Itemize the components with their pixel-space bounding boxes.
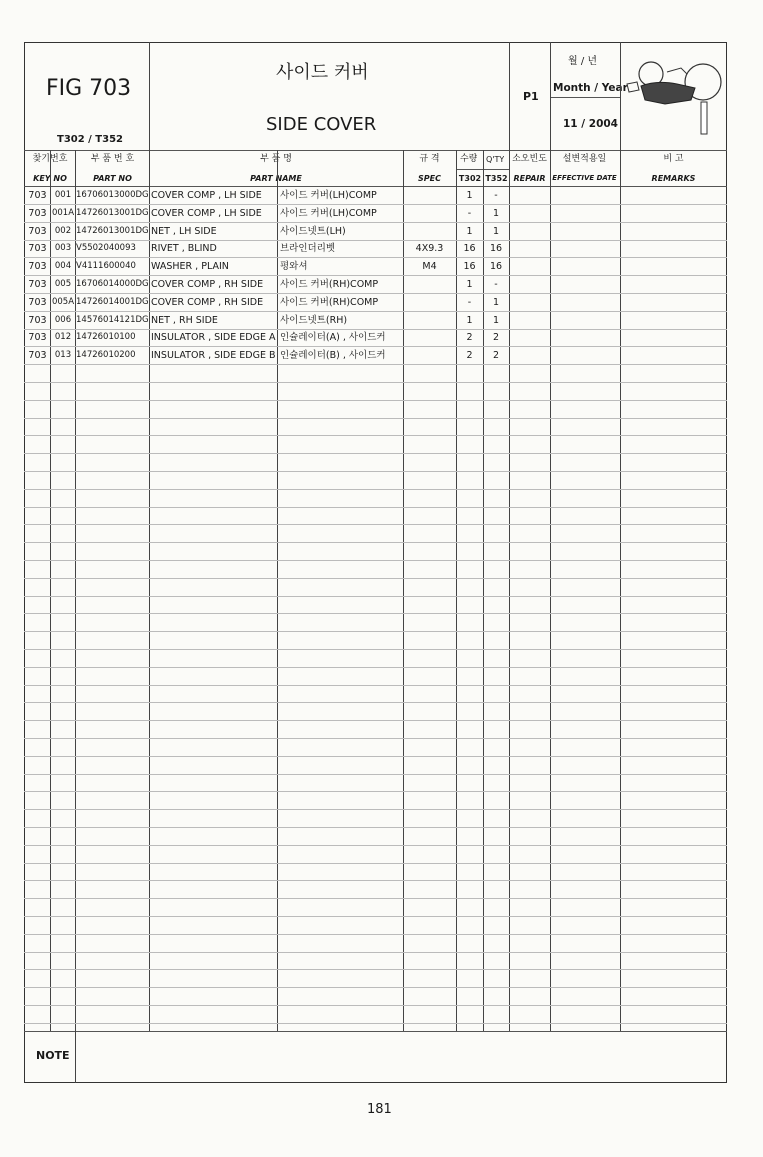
- row-part-name-ko: 사이드 커버(RH)COMP: [280, 279, 379, 290]
- grid-line: [24, 1005, 727, 1006]
- header-part-no: PART NO: [93, 174, 132, 183]
- header-effective-date-ko: 설변적용일: [562, 154, 607, 164]
- header-spec-ko: 규 격: [419, 154, 440, 164]
- header-effective-date: EFFECTIVE DATE: [552, 174, 617, 182]
- row-part-name-ko: 인슐레이터(A) , 사이드커: [280, 332, 386, 344]
- row-part-number: V4111600040: [76, 261, 136, 272]
- grid-line: [24, 578, 727, 579]
- row-fig-number: 703: [28, 243, 47, 255]
- row-part-name-en: INSULATOR , SIDE EDGE B: [151, 350, 276, 362]
- side-cover-illustration: [621, 44, 726, 141]
- grid-line: [24, 934, 727, 935]
- row-part-number: 14576014121DG: [76, 314, 149, 325]
- month-year-label: Month / Year: [553, 82, 628, 94]
- row-part-name-en: COVER COMP , LH SIDE: [151, 190, 262, 201]
- row-qty-t352: 2: [492, 350, 500, 362]
- row-fig-number: 703: [28, 225, 47, 237]
- grid-line: [24, 702, 727, 703]
- row-key-number: 013: [54, 350, 72, 361]
- row-qty-t302: 1: [466, 279, 473, 290]
- row-qty-t302: 16: [463, 261, 476, 273]
- grid-line: [509, 42, 510, 150]
- header-part-no-ko: 부 품 번 호: [90, 154, 135, 164]
- row-qty-t302: 2: [466, 350, 473, 362]
- header-part-name: PART NAME: [250, 174, 302, 183]
- header-key-no-ko: 찾기번호: [32, 154, 68, 164]
- header-qty: Q'TY: [486, 155, 505, 164]
- grid-line: [24, 560, 727, 561]
- row-key-number: 012: [54, 332, 72, 343]
- row-part-number: 14726010200: [76, 350, 136, 361]
- month-year-korean: 월 / 년: [568, 56, 598, 67]
- grid-line: [24, 613, 727, 614]
- row-qty-t352: 1: [492, 296, 500, 308]
- grid-line: [24, 542, 727, 543]
- figure-number: FIG 703: [46, 76, 132, 101]
- grid-line: [24, 489, 727, 490]
- grid-line: [24, 471, 727, 472]
- row-qty-t302: -: [467, 296, 472, 308]
- row-key-number: 003: [54, 243, 72, 254]
- grid-line: [24, 880, 727, 881]
- grid-line: [24, 791, 727, 792]
- row-part-name-en: NET , RH SIDE: [151, 314, 218, 326]
- grid-line: [24, 827, 727, 828]
- row-part-name-ko: 사이드 커버(RH)COMP: [280, 296, 379, 308]
- grid-line: [24, 774, 727, 775]
- row-qty-t352: -: [494, 190, 498, 201]
- header-repair-ko: 소오빈도: [512, 154, 547, 164]
- row-part-name-ko: 사이드 커버(LH)COMP: [280, 207, 377, 219]
- grid-line: [24, 150, 727, 151]
- row-key-number: 001A: [51, 207, 75, 218]
- row-fig-number: 703: [28, 296, 47, 308]
- model-codes: T302 / T352: [57, 134, 124, 145]
- row-part-name-en: COVER COMP , LH SIDE: [151, 207, 262, 219]
- row-key-number: 002: [54, 225, 72, 236]
- row-qty-t302: 1: [466, 314, 473, 326]
- row-fig-number: 703: [28, 332, 47, 344]
- row-qty-t352: -: [494, 279, 498, 290]
- grid-line: [24, 524, 727, 525]
- grid-line: [24, 916, 727, 917]
- grid-line: [24, 631, 727, 632]
- grid-line: [24, 1023, 727, 1024]
- grid-line: [24, 364, 727, 365]
- header-qty-ko: 수량: [460, 154, 478, 164]
- row-part-name-ko: 사이드넷트(RH): [280, 314, 348, 326]
- row-part-name-en: RIVET , BLIND: [151, 243, 217, 255]
- row-qty-t302: 16: [463, 243, 476, 255]
- grid-line: [24, 738, 727, 739]
- row-qty-t302: 1: [466, 225, 473, 237]
- row-key-number: 005A: [51, 296, 75, 307]
- grid-line: [24, 596, 727, 597]
- title-korean: 사이드 커버: [276, 62, 369, 83]
- row-part-number: 16706014000DG: [76, 279, 149, 289]
- row-fig-number: 703: [28, 350, 47, 362]
- header-remarks: REMARKS: [651, 174, 696, 183]
- row-part-name-en: INSULATOR , SIDE EDGE A: [151, 332, 276, 344]
- row-qty-t352: 16: [489, 261, 503, 273]
- row-qty-t302: -: [467, 207, 472, 219]
- row-spec: M4: [422, 261, 437, 273]
- header-remarks-ko: 비 고: [663, 154, 684, 164]
- row-part-number: V5502040093: [76, 243, 136, 254]
- page-number: 181: [367, 1102, 392, 1117]
- grid-line: [24, 453, 727, 454]
- row-part-name-ko: 사이드넷트(LH): [280, 225, 346, 237]
- row-fig-number: 703: [28, 261, 47, 273]
- grid-line: [24, 845, 727, 846]
- row-part-name-ko: 사이드 커버(LH)COMP: [280, 190, 377, 201]
- header-repair: REPAIR: [513, 174, 546, 183]
- grid-line: [75, 1031, 76, 1083]
- row-fig-number: 703: [28, 207, 47, 219]
- grid-line: [24, 382, 727, 383]
- grid-line: [550, 97, 620, 98]
- grid-line: [24, 1031, 727, 1032]
- row-part-name-ko: 인슐레이터(B) , 사이드커: [280, 350, 386, 362]
- grid-line: [24, 987, 727, 988]
- row-key-number: 001: [54, 190, 72, 200]
- header-qty-t302: T302: [458, 174, 482, 183]
- row-key-number: 006: [54, 314, 72, 325]
- grid-line: [24, 418, 727, 419]
- row-qty-t302: 1: [466, 190, 473, 201]
- grid-line: [149, 42, 150, 150]
- grid-line: [24, 435, 727, 436]
- grid-line: [24, 720, 727, 721]
- row-part-name-en: NET , LH SIDE: [151, 225, 217, 237]
- page-code: P1: [523, 90, 539, 103]
- row-part-name-en: COVER COMP , RH SIDE: [151, 296, 264, 308]
- row-part-number: 14726013001DG: [76, 225, 149, 236]
- row-part-name-ko: 브라인더리벳: [280, 243, 336, 255]
- row-fig-number: 703: [28, 279, 47, 290]
- row-part-number: 14726010100: [76, 332, 136, 343]
- grid-line: [24, 952, 727, 953]
- row-fig-number: 703: [28, 190, 47, 201]
- effective-month-year: 11 / 2004: [563, 118, 618, 130]
- row-part-number: 14726014001DG: [76, 296, 149, 307]
- header-spec: SPEC: [418, 174, 441, 183]
- row-qty-t352: 1: [492, 207, 500, 219]
- header-key-no: KEY NO: [33, 174, 67, 183]
- row-qty-t302: 2: [466, 332, 473, 344]
- grid-line: [24, 809, 727, 810]
- row-fig-number: 703: [28, 314, 47, 326]
- header-qty-t352: T352: [485, 174, 508, 183]
- grid-line: [24, 400, 727, 401]
- grid-line: [24, 667, 727, 668]
- header-part-name-ko: 부 품 명: [260, 154, 292, 164]
- row-part-name-ko: 평와셔: [280, 261, 308, 273]
- grid-line: [550, 42, 551, 150]
- grid-line: [24, 649, 727, 650]
- row-qty-t352: 1: [492, 225, 500, 237]
- row-part-number: 16706013000DG: [76, 190, 149, 200]
- row-key-number: 004: [54, 261, 72, 272]
- grid-line: [24, 898, 727, 899]
- grid-line: [24, 863, 727, 864]
- row-qty-t352: 1: [492, 314, 500, 326]
- row-key-number: 005: [54, 279, 72, 289]
- row-part-name-en: COVER COMP , RH SIDE: [151, 279, 264, 290]
- grid-line: [24, 507, 727, 508]
- title-english: SIDE COVER: [266, 114, 377, 135]
- row-part-name-en: WASHER , PLAIN: [151, 261, 229, 273]
- row-part-number: 14726013001DG: [76, 207, 149, 218]
- note-label: NOTE: [36, 1049, 70, 1062]
- row-spec: 4X9.3: [415, 243, 444, 255]
- row-qty-t352: 2: [492, 332, 500, 344]
- grid-line: [24, 685, 727, 686]
- row-qty-t352: 16: [489, 243, 503, 255]
- grid-line: [620, 42, 621, 150]
- grid-line: [24, 969, 727, 970]
- grid-line: [24, 756, 727, 757]
